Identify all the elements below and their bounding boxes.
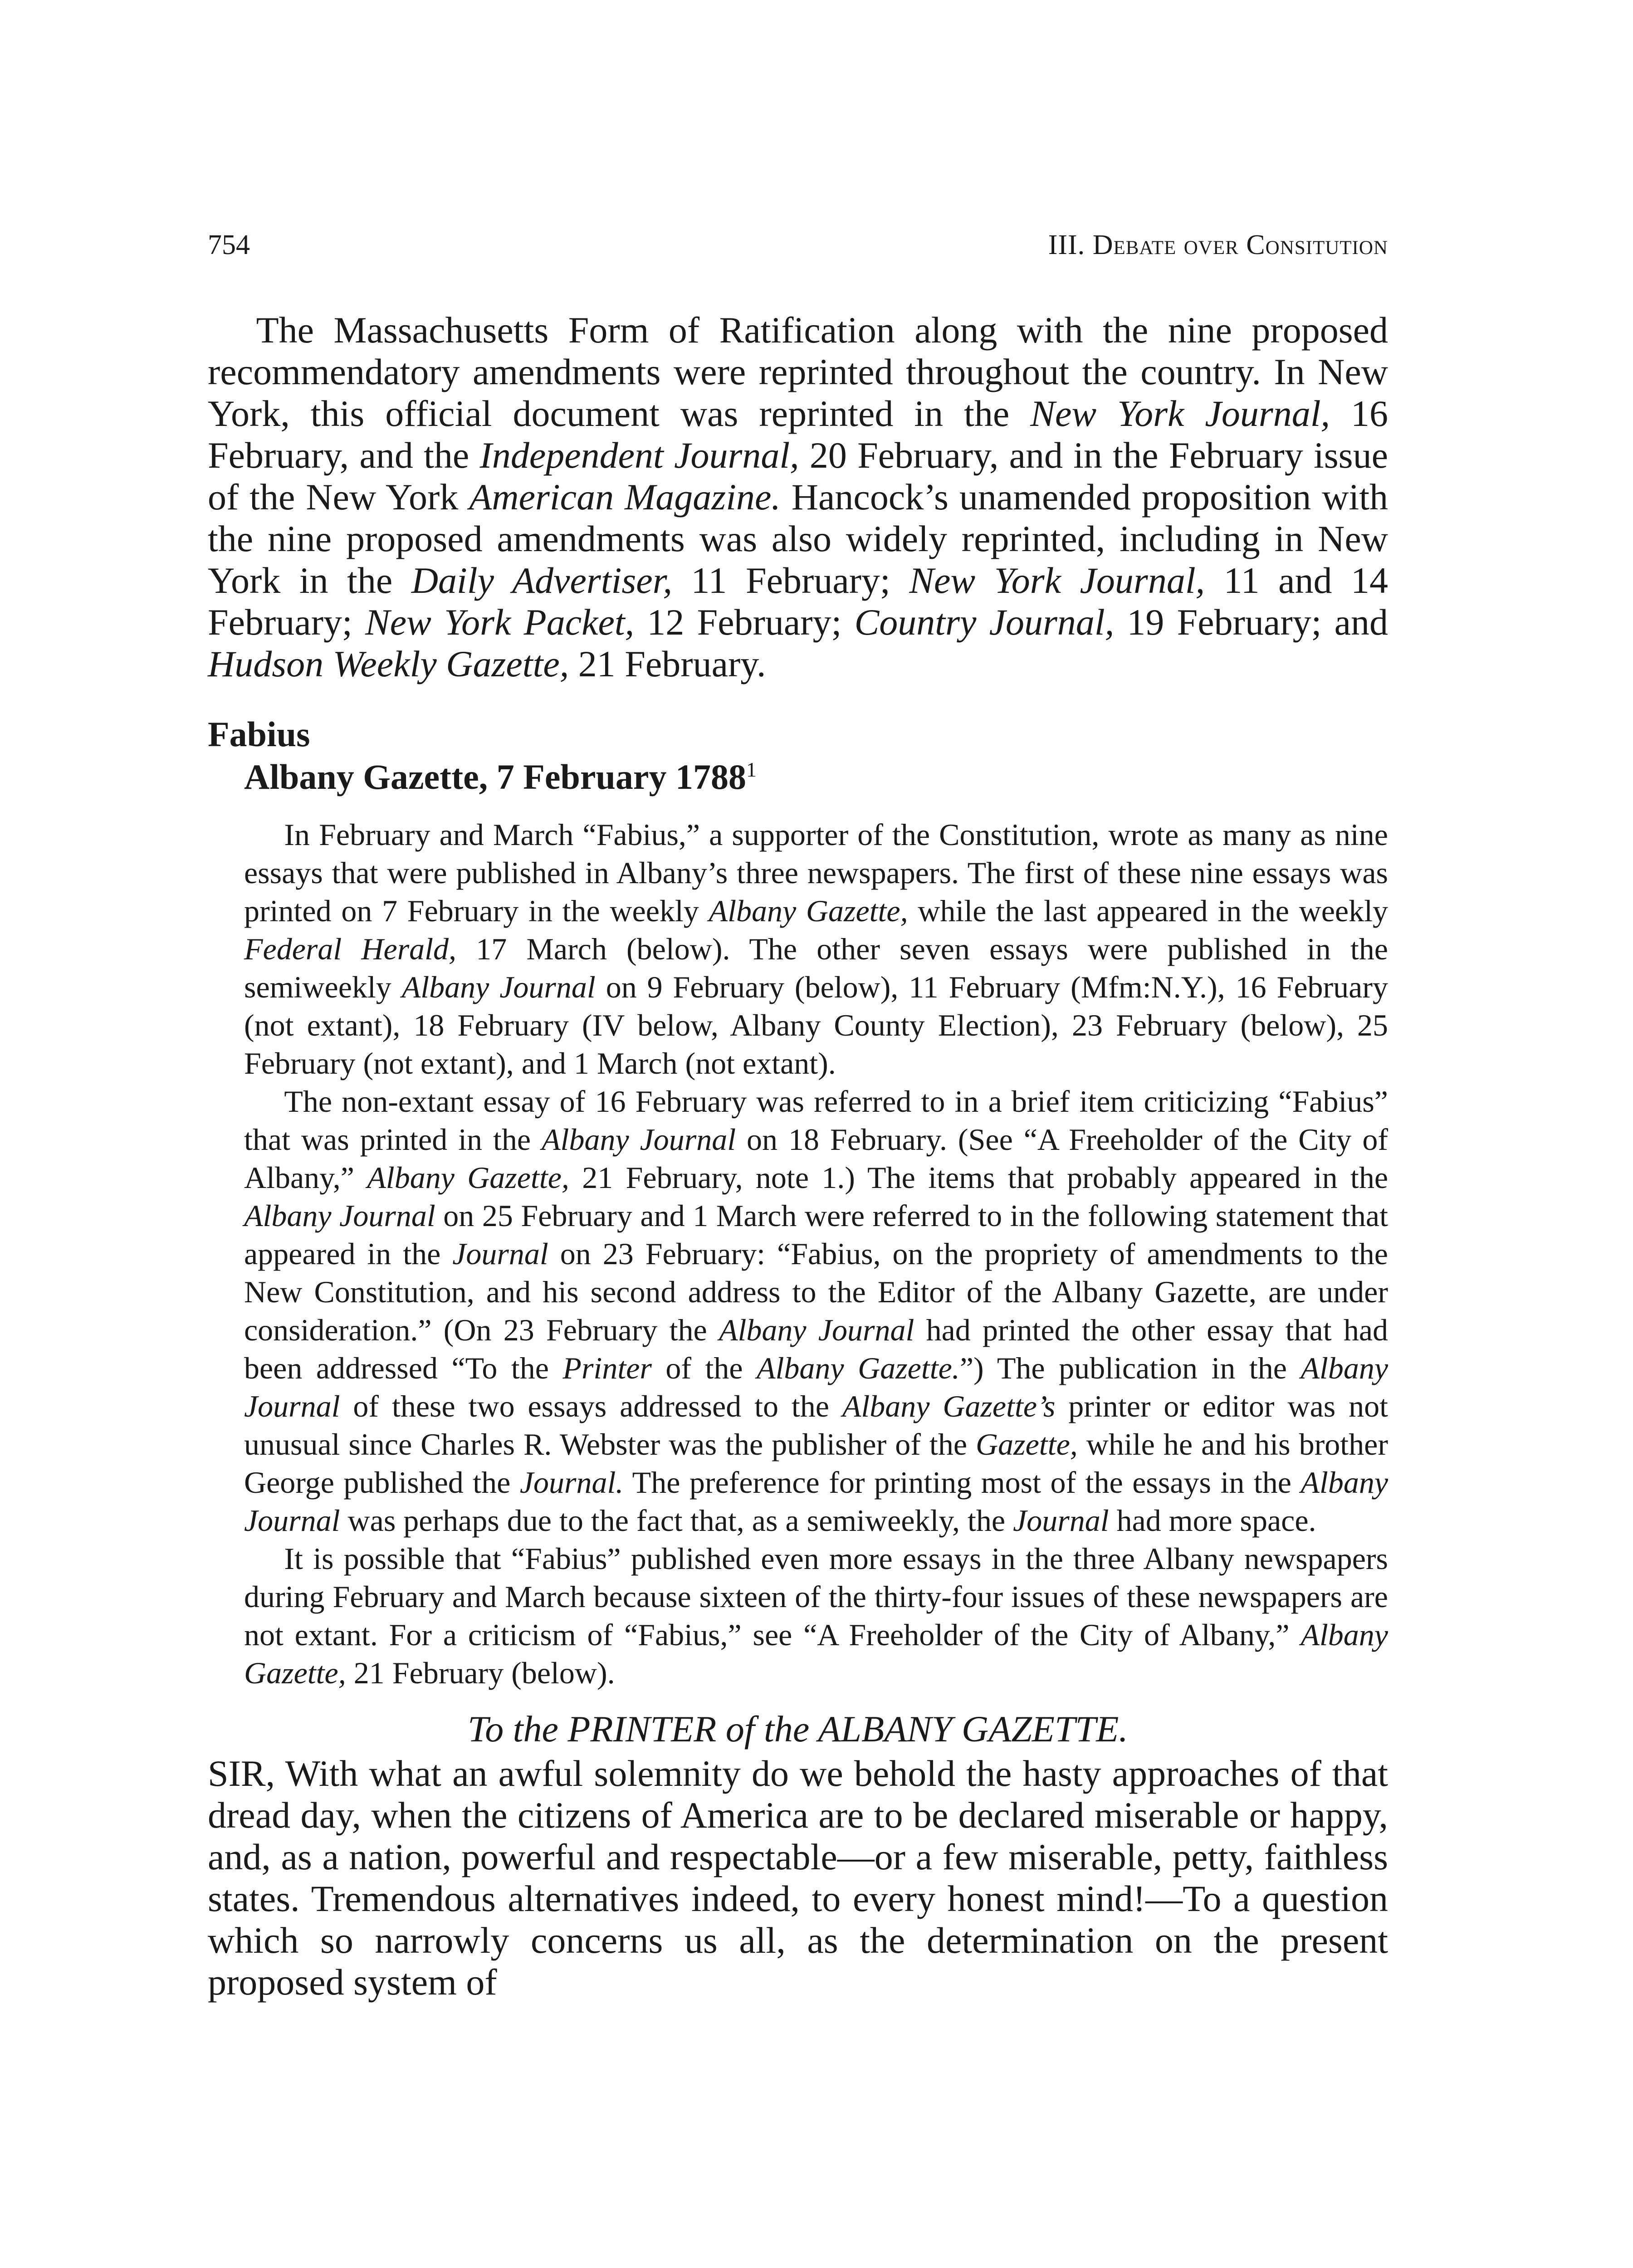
intro-text: 16 February, and the <box>208 393 1389 476</box>
headnote-text: ”) The publication in the <box>959 1351 1301 1385</box>
headnote-newspaper-title: Journal <box>1013 1503 1109 1538</box>
headnote-paragraph-1 <box>244 816 1388 1082</box>
headnote-newspaper-title: Federal Herald, <box>244 932 457 966</box>
headnote-newspaper-title: Albany Journal <box>244 1198 435 1233</box>
headnote-text: on 23 February: “Fabius, on the propriety of amendments to the New Constitution, and his second address to the Editor of the Albany Gazette, are under consideration.” (On 23 February the <box>244 1237 1388 1347</box>
headnote-newspaper-title: Albany Journal <box>401 970 596 1004</box>
document-source-text: Albany Gazette, 7 February 1788 <box>244 757 747 797</box>
intro-text: 21 February. <box>569 643 766 684</box>
headnote-text: while he and his brother George published the <box>244 1427 1389 1500</box>
headnote-text: In February and March “Fabius,” a supporter of the Constitution, wrote as many as nine essays that were published in Albany’s three newspapers. The first of these nine essays was printed on 7 February in the weekly <box>244 817 1388 928</box>
intro-newspaper-title: New York Journal, <box>909 560 1205 601</box>
intro-text: 20 February, and in the February issue of the New York <box>208 435 1388 518</box>
headnote-paragraph-2 <box>244 1082 1388 1540</box>
letter-title: To the PRINTER of the ALBANY GAZETTE. <box>468 1708 1128 1750</box>
headnote-newspaper-title: Albany Journal <box>244 1351 1389 1423</box>
intro-newspaper-title: New York Packet, <box>365 601 635 643</box>
headnote-text: had printed the other essay that had been addressed “To the <box>244 1313 1388 1385</box>
headnote-newspaper-title: Albany Gazette, <box>367 1160 569 1195</box>
running-title-text: Debate over Consitution <box>1092 230 1388 260</box>
headnote-text: printer or editor was not unusual since Charles R. Webster was the publisher of the <box>244 1389 1388 1461</box>
intro-text: The Massachusetts Form of Ratification along with the nine proposed recommendatory amendments were reprinted throughout the country. In New York, this official document was reprinted in the <box>208 309 1388 434</box>
headnote-newspaper-title: Albany Journal <box>542 1122 736 1157</box>
headnote-text: It is possible that “Fabius” published even more essays in the three Albany newspapers during February and March because sixteen of the thirty-four issues of these newspapers are not extant. For a criticism of “Fabius,” see “A Freeholder of the City of Albany,” <box>244 1541 1388 1652</box>
headnote-text: on 25 February and 1 March were referred to in the following statement that appeared in the <box>244 1198 1388 1271</box>
headnote-newspaper-title: Albany Gazette. <box>757 1351 960 1385</box>
document-page <box>208 227 1388 2003</box>
document-source <box>208 756 1388 798</box>
running-head <box>208 227 1388 263</box>
intro-newspaper-title: Hudson Weekly Gazette, <box>208 643 569 684</box>
intro-newspaper-title: American Magazine. <box>469 476 781 518</box>
intro-paragraph <box>208 309 1388 685</box>
headnote-paragraph-3 <box>244 1540 1388 1692</box>
letter-body: SIR, With what an awful solemnity do we behold the hasty approaches of that dread day, when the citizens of America are to be declared miserable or happy, and, as a nation, powerful and respectable—or a few miserable, petty, faithless states. Tremendous alternatives indeed, to every honest mind!—To a question which so narrowly concerns us all, as the determination on the present proposed system of <box>208 1753 1388 2003</box>
footnote-marker: 1 <box>746 758 757 781</box>
headnote-text: of these two essays addressed to the <box>340 1389 842 1423</box>
intro-newspaper-title: Independent Journal, <box>479 435 799 476</box>
headnote-text: 17 March (below). The other seven essays were published in the semiweekly <box>244 932 1388 1004</box>
headnote-newspaper-title: Gazette, <box>976 1427 1078 1461</box>
headnote-text: was perhaps due to the fact that, as a semiweekly, the <box>340 1503 1013 1538</box>
intro-text: Hancock’s unamended proposition with the nine proposed amendments was also widely reprinted, including in New York in the <box>208 476 1388 601</box>
headnote-text: on 18 February. (See “A Freeholder of the City of Albany,” <box>244 1122 1388 1195</box>
headnote <box>208 816 1388 1692</box>
intro-text: 19 February; and <box>1114 601 1389 643</box>
document-author: Fabius <box>208 714 310 754</box>
headnote-newspaper-title: Albany Journal <box>244 1465 1389 1538</box>
headnote-newspaper-title: Journal. <box>519 1465 624 1500</box>
intro-newspaper-title: Daily Advertiser, <box>411 560 673 601</box>
headnote-text: had more space. <box>1109 1503 1316 1538</box>
headnote-newspaper-title: Albany Gazette’s <box>842 1389 1056 1423</box>
headnote-text: 21 February (below). <box>346 1656 615 1690</box>
headnote-text: The preference for printing most of the essays in the <box>623 1465 1301 1500</box>
headnote-text: of the <box>651 1351 757 1385</box>
running-title-roman: III. <box>1048 230 1085 260</box>
headnote-text: The non-extant essay of 16 February was referred to in a brief item criticizing “Fabius” that was printed in the <box>244 1084 1388 1157</box>
headnote-newspaper-title: Albany Journal <box>719 1313 914 1347</box>
headnote-newspaper-title: Journal <box>452 1237 548 1271</box>
headnote-text: while the last appeared in the weekly <box>908 894 1388 928</box>
headnote-newspaper-title: Printer <box>562 1351 652 1385</box>
headnote-text: 21 February, note 1.) The items that probably appeared in the <box>569 1160 1388 1195</box>
headnote-newspaper-title: Albany Gazette, <box>709 894 908 928</box>
intro-text: 12 February; <box>634 601 855 643</box>
intro-text: 11 and 14 February; <box>208 560 1389 643</box>
page-number: 754 <box>208 230 250 260</box>
intro-newspaper-title: Country Journal, <box>854 601 1115 643</box>
intro-text: 11 February; <box>672 560 909 601</box>
running-title <box>1048 227 1388 263</box>
intro-newspaper-title: New York Journal, <box>1030 393 1330 434</box>
document-heading <box>208 713 1388 798</box>
headnote-text: on 9 February (below), 11 February (Mfm:N.Y.), 16 February (not extant), 18 February (IV below, Albany County Election), 23 February (below), 25 February (not extant), and 1 March (not extant). <box>244 970 1388 1080</box>
headnote-newspaper-title: Albany Gazette, <box>244 1618 1388 1690</box>
